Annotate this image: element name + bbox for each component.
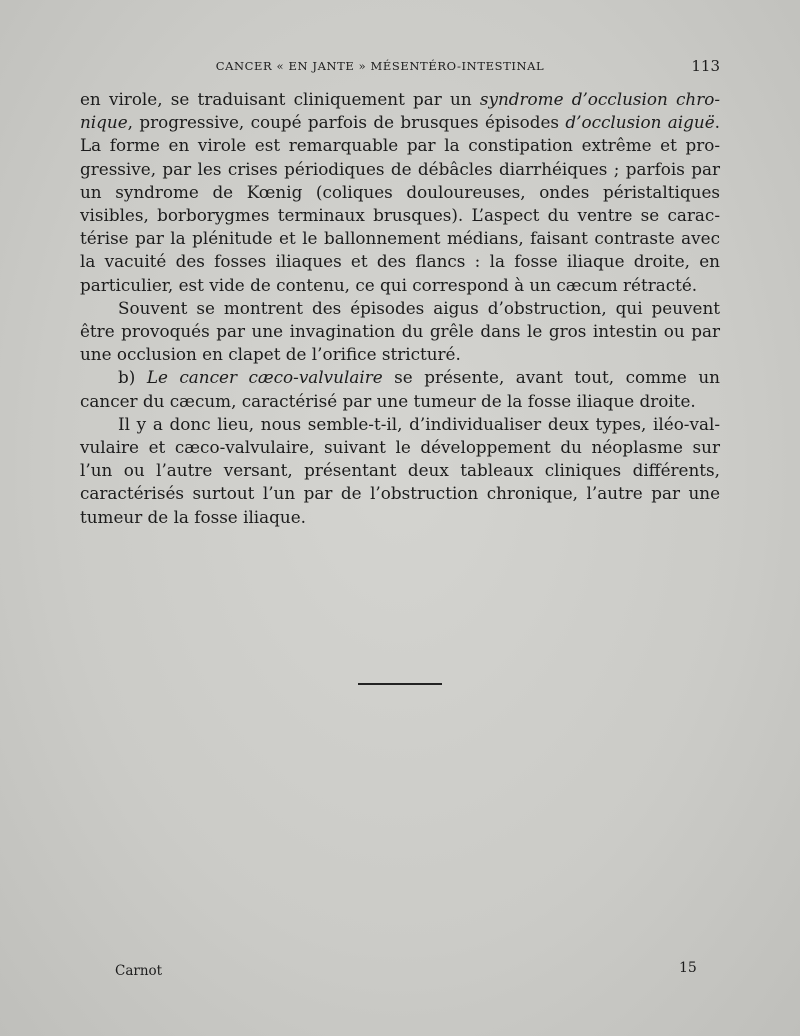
running-title: CANCER « EN JANTE » MÉSENTÉRO-INTESTINAL: [215, 59, 545, 73]
paragraph-1-italic-occlusion: d’occlusion aiguë: [565, 112, 715, 133]
page-number: 113: [691, 57, 720, 75]
paragraph-3-text: se présente, avant tout, comme un cancer du cæcum, caractérisé par une tumeur de la fosse iliaque droite.: [80, 367, 720, 411]
paragraph-1-text-c: , progressive, coupé parfois de brusques épisodes: [127, 112, 566, 133]
body-text: [80, 88, 720, 529]
paragraph-2: Souvent se montrent des épisodes aigus d’obstruction, qui peuvent être provoqués par une invagination du grêle dans le gros intestin ou par une occlusion en clapet de l’orifice stricturé.: [80, 297, 720, 365]
section-end-rule: [358, 683, 442, 685]
running-head: [80, 57, 720, 77]
paragraph-3-italic-title: Le cancer cæco-valvulaire: [146, 367, 383, 388]
paragraph-1: [80, 88, 720, 297]
paragraph-3-marker: b): [118, 367, 147, 388]
footer-signature-mark: 15: [679, 960, 697, 976]
paragraph-4: Il y a donc lieu, nous semble-t-il, d’individualiser deux types, iléo-val-vulaire et cæco-valvulaire, suivant le développement du néoplasme sur l’un ou l’autre versant, présentant deux tableaux cliniques différents, caractérisés surtout l’un par de l’obstruction chronique, l’autre par une tumeur de la fosse iliaque.: [80, 413, 720, 527]
paragraph-1-text-a: en virole, se traduisant cliniquement par un: [80, 89, 480, 109]
footer-author: Carnot: [115, 963, 163, 979]
paragraph-3: [80, 366, 720, 412]
paragraph-1-text-e: . La forme en virole est remarquable par la constipation extrême et pro-gressive, par les crises périodiques de débâcles diarrhéiques ; parfois par un syndrome de Kœnig (coliques douloureuses, ondes péristaltiques visibles, borborygmes terminaux brusques). L’aspect du ventre se carac-térise par la plénitude et le ballonnement médians, faisant contraste avec la vacuité des fosses iliaques et des flancs : la fosse iliaque droite, en particulier, est vide de contenu, ce qui correspond à un cæcum rétracté.: [80, 112, 720, 295]
paragraph-1-italic-syndrome: syndrome d’occlusion chro-nique: [80, 89, 720, 133]
